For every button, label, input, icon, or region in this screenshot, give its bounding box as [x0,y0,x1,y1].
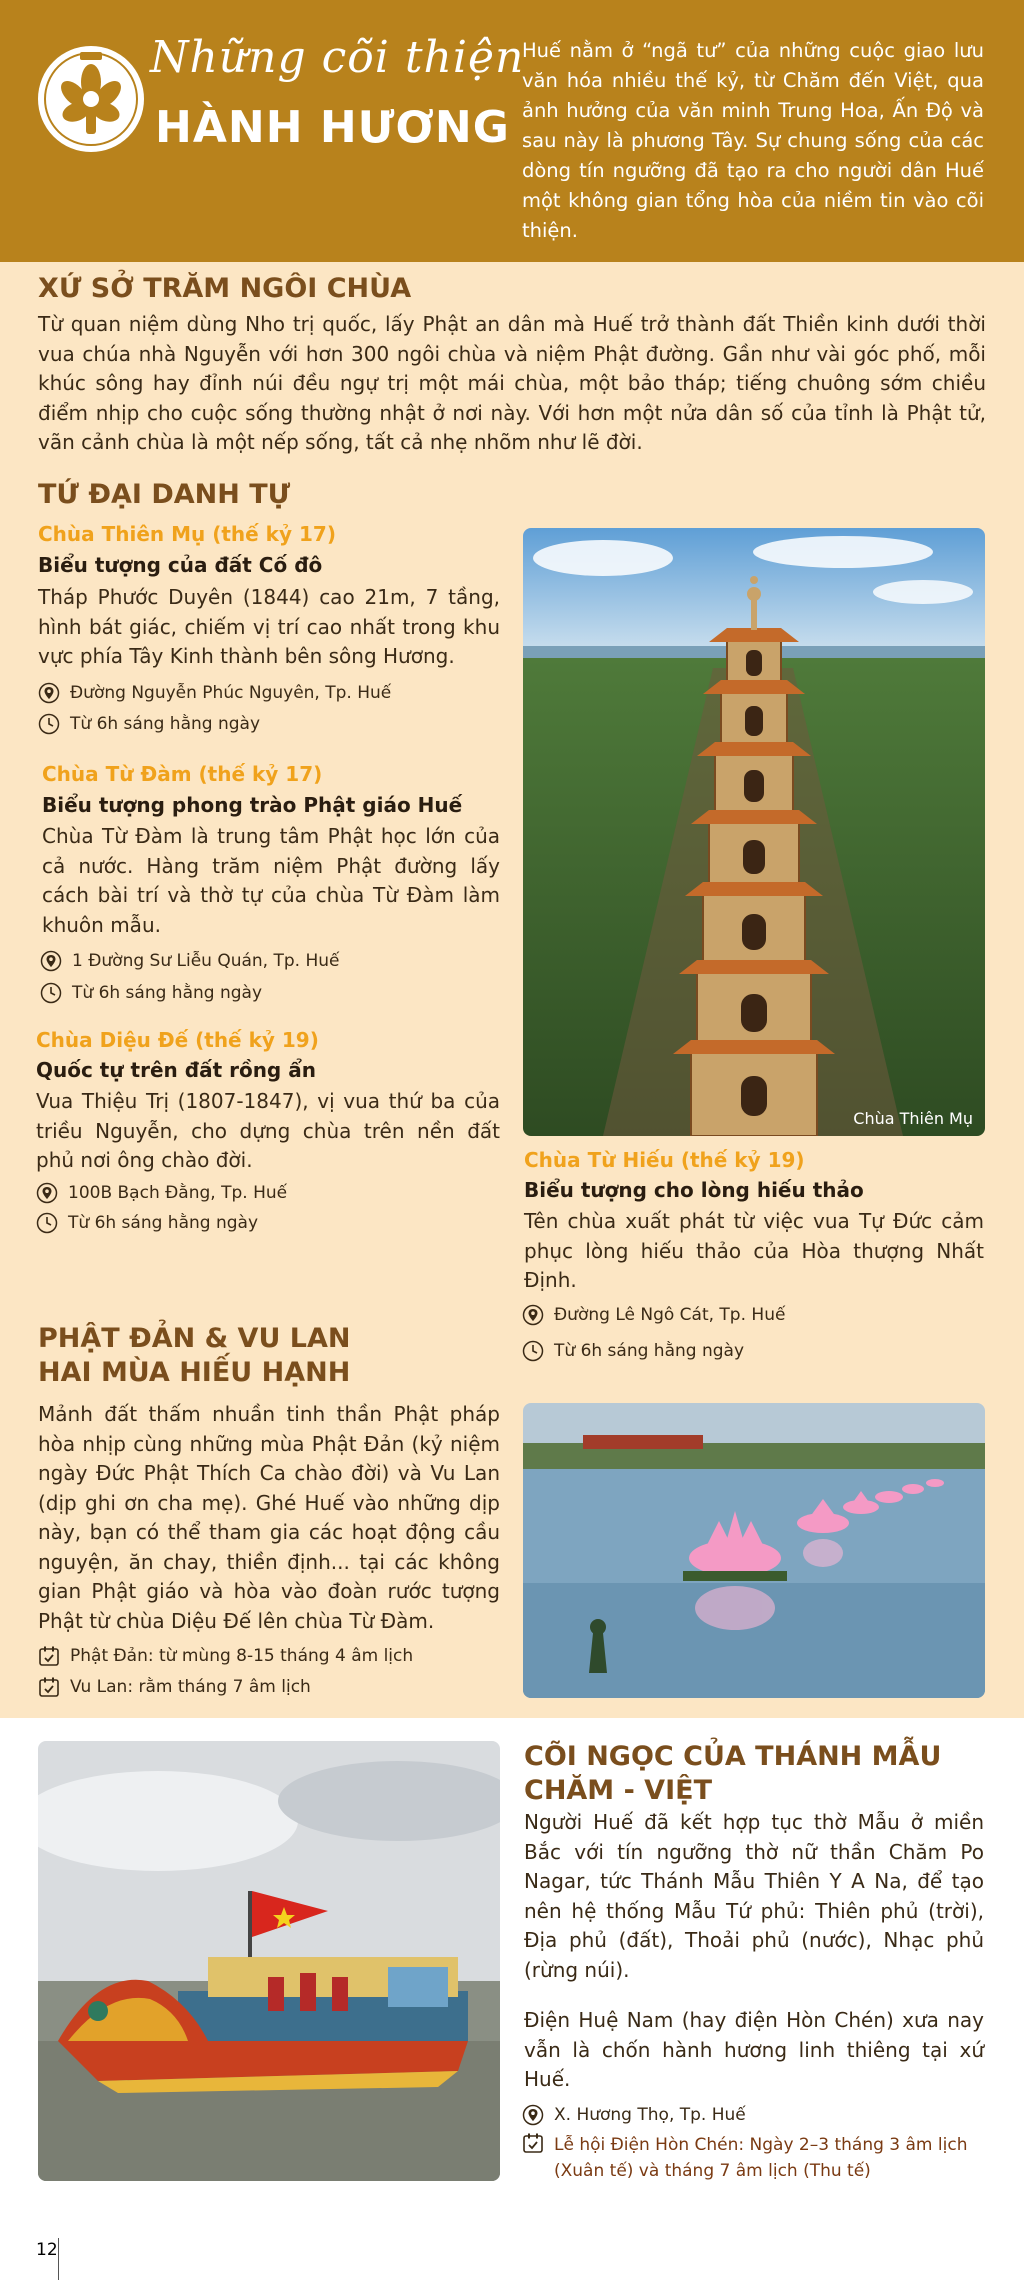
temple-address [522,1304,785,1326]
clock-icon [36,1212,58,1234]
pagoda-illustration [523,528,985,1136]
header-banner [0,0,1024,262]
clock-icon [40,982,62,1004]
calendar-icon [522,2132,544,2154]
temple-hours [40,982,262,1004]
dragon-boat-illustration [38,1741,500,2181]
calendar-icon [38,1676,60,1698]
title-main: HÀNH HƯƠNG [155,102,510,153]
clock-icon [522,1340,544,1362]
event-vu-lan [38,1676,311,1698]
hours-text: Từ 6h sáng hằng ngày [68,1213,259,1233]
section3-title-line1: PHẬT ĐẢN & VU LAN [38,1323,351,1354]
section1-title: XỨ SỞ TRĂM NGÔI CHÙA [38,273,412,304]
section4-text1: Người Huế đã kết hợp tục thờ Mẫu ở miền Bắc với tín ngưỡng thờ nữ thần Chăm Po Nagar, tức Thánh Mẫu Thiên Y A Na, để tạo nên hệ thống Mẫu Tứ phủ: Thiên phủ (trời), Địa phủ (đất), Thoải phủ (nước), Nhạc phủ (rừng núi). [524,1810,984,1982]
title-script: Những cõi thiện [150,32,525,83]
address-text: 100B Bạch Đằng, Tp. Huế [68,1183,288,1203]
temple-subtitle: Biểu tượng cho lòng hiếu thảo [524,1178,864,1202]
lotus-logo-icon [36,44,146,154]
section3-text: Mảnh đất thấm nhuần tinh thần Phật pháp hòa nhịp cùng những mùa Phật Đản (kỷ niệm ngày Đức Phật Thích Ca chào đời) và Vu Lan (dịp ghi ơn cha mẹ). Ghé Huế vào những dịp này, bạn có thể tham gia các hoạt động cầu nguyện, ăn chay, thiền định... tại các không gian Phật giáo và hòa vào đoàn rước tượng Phật từ chùa Diệu Đế lên chùa Từ Đàm. [38,1402,500,1633]
location-pin-icon [36,1182,58,1204]
temple-hours [36,1212,258,1234]
temple-subtitle: Biểu tượng của đất Cố đô [38,553,323,577]
temple-name: Chùa Thiên Mụ (thế kỷ 17) [38,522,336,546]
temple-name: Chùa Từ Đàm (thế kỷ 17) [42,762,323,786]
calendar-icon [38,1645,60,1667]
temple-subtitle: Quốc tự trên đất rồng ẩn [36,1058,316,1082]
location-pin-icon [522,1304,544,1326]
event-text: Phật Đản: từ mùng 8-15 tháng 4 âm lịch [70,1646,414,1666]
section4-text2: Điện Huệ Nam (hay điện Hòn Chén) xưa nay vẫn là chốn hành hương linh thiêng tại xứ Huế. [524,2008,984,2091]
lotus-illustration [523,1403,985,1698]
location-pin-icon [38,682,60,704]
event-phat-dan [38,1645,413,1667]
hours-text: Từ 6h sáng hằng ngày [72,983,263,1003]
temple-address [36,1182,287,1204]
temple-address [38,682,391,704]
lotus-lanterns-photo [523,1403,985,1698]
page-number: 12 [36,2240,58,2260]
intro-text: Huế nằm ở “ngã tư” của những cuộc giao lưu văn hóa nhiều thế kỷ, từ Chăm đến Việt, qua ảnh hưởng của văn minh Trung Hoa, Ấn Độ và sau này là phương Tây. Sự chung sống của các dòng tín ngưỡng đã tạo ra cho người dân Huế một không gian tổng hòa của niềm tin vào cõi thiện. [522,39,984,242]
temple-subtitle: Biểu tượng phong trào Phật giáo Huế [42,793,463,817]
section4-address [522,2104,746,2126]
section4-festival [522,2132,967,2184]
dragon-boat-photo [38,1741,500,2181]
location-pin-icon [522,2104,544,2126]
section1-text: Từ quan niệm dùng Nho trị quốc, lấy Phật an dân mà Huế trở thành đất Thiền kinh dưới thời vua chúa nhà Nguyễn với hơn 300 ngôi chùa và niệm Phật đường. Gần như vài góc phố, mỗi khúc sông hay đỉnh núi đều ngự trị một mái chùa, một bảo tháp; tiếng chuông sớm chiều điểm nhịp cho cuộc sống thường nhật ở nơi này. Với hơn một nửa dân số của tỉnh là Phật tử, vãn cảnh chùa là một nếp sống, tất cả nhẹ nhõm như lẽ đời. [38,312,986,454]
temple-hours [522,1340,744,1362]
address-text: 1 Đường Sư Liễu Quán, Tp. Huế [72,951,340,971]
clock-icon [38,713,60,735]
temple-hours [38,713,260,735]
address-text: Đường Nguyễn Phúc Nguyên, Tp. Huế [70,683,392,703]
section3-title-line2: HAI MÙA HIẾU HẠNH [38,1357,351,1388]
event-text: Vu Lan: rằm tháng 7 âm lịch [70,1677,311,1697]
festival-line1: Lễ hội Điện Hòn Chén: Ngày 2–3 tháng 3 âm lịch [554,2135,968,2155]
address-text: X. Hương Thọ, Tp. Huế [554,2105,746,2125]
pagoda-photo [523,528,985,1136]
section4-title-line1: CÕI NGỌC CỦA THÁNH MẪU [524,1741,942,1772]
temple-name: Chùa Từ Hiếu (thế kỷ 19) [524,1148,805,1172]
photo-caption: Chùa Thiên Mụ [853,1109,973,1128]
section2-title: TỨ ĐẠI DANH TỰ [38,479,291,510]
temple-text: Tháp Phước Duyên (1844) cao 21m, 7 tầng, hình bát giác, chiếm vị trí cao nhất trong khu vực phía Tây Kinh thành bên sông Hương. [38,585,500,668]
temple-text: Vua Thiệu Trị (1807-1847), vị vua thứ ba của triều Nguyễn, cho dựng chùa trên nền đất phủ nơi ông chào đời. [36,1089,500,1172]
address-text: Đường Lê Ngô Cát, Tp. Huế [554,1305,786,1325]
location-pin-icon [40,950,62,972]
temple-name: Chùa Diệu Đế (thế kỷ 19) [36,1028,319,1052]
page-number-divider [58,2238,59,2280]
festival-line2: (Xuân tế) và tháng 7 âm lịch (Thu tế) [554,2161,871,2181]
temple-text: Tên chùa xuất phát từ việc vua Tự Đức cảm phục lòng hiếu thảo của Hòa thượng Nhất Định. [524,1209,984,1292]
section4-title-line2: CHĂM - VIỆT [524,1775,712,1806]
temple-text: Chùa Từ Đàm là trung tâm Phật học lớn của cả nước. Hàng trăm niệm Phật đường lấy cách bài trí và thờ tự của chùa Từ Đàm làm khuôn mẫu. [42,824,500,937]
hours-text: Từ 6h sáng hằng ngày [70,714,261,734]
temple-address [40,950,340,972]
hours-text: Từ 6h sáng hằng ngày [554,1341,745,1361]
